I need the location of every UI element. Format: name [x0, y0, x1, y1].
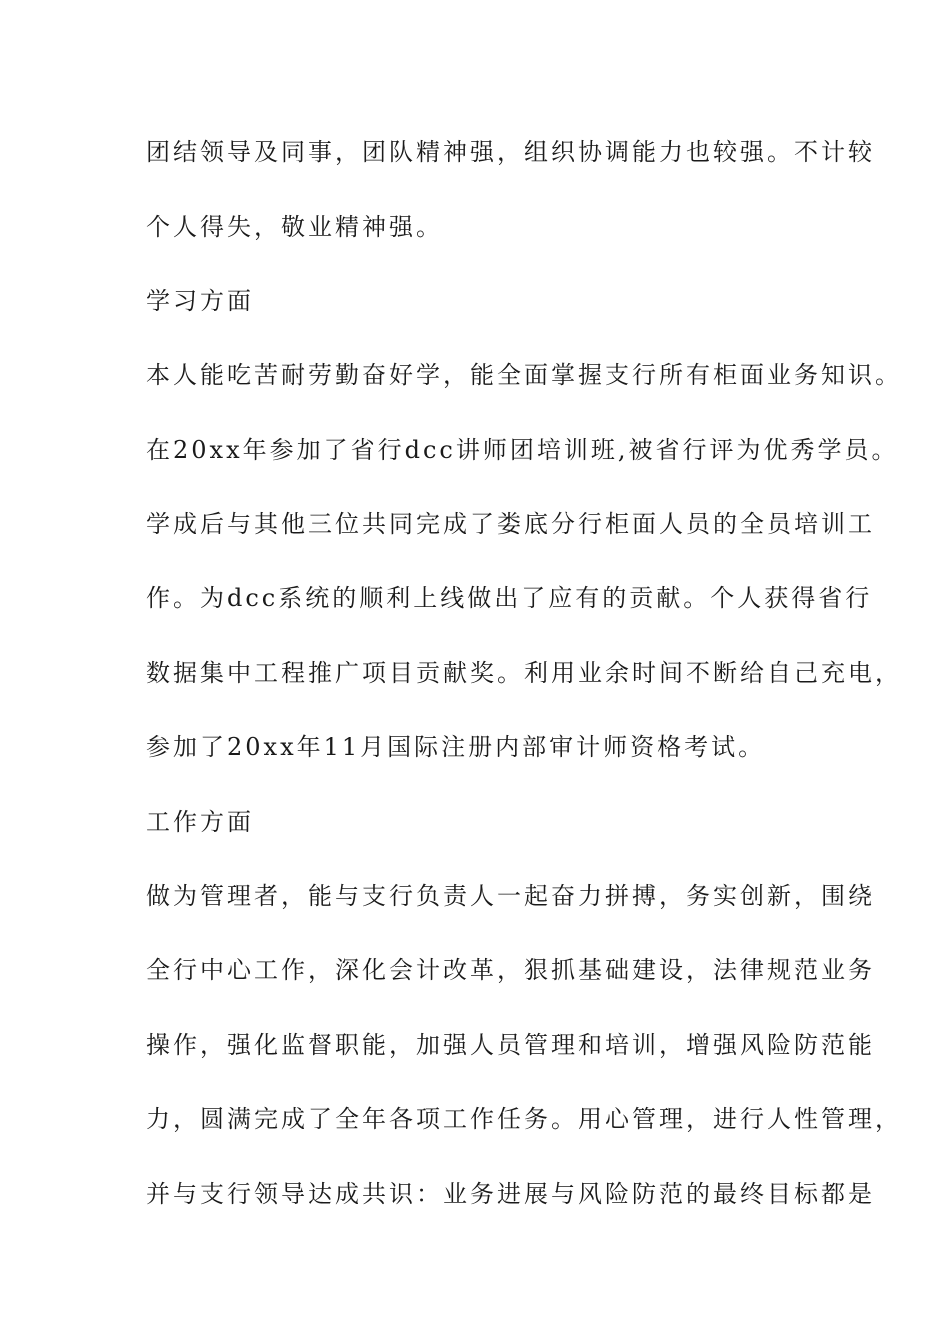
text-line: 个人得失，敬业精神强。	[146, 213, 443, 241]
text-line: 做为管理者，能与支行负责人一起奋力拼搏，务实创新，围绕	[146, 882, 875, 910]
text-line: 参加了20xx年11月国际注册内部审计师资格考试。	[146, 733, 766, 761]
text-line: 学成后与其他三位共同完成了娄底分行柜面人员的全员培训工	[146, 510, 875, 538]
text-line: 团结领导及同事，团队精神强，组织协调能力也较强。不计较	[146, 138, 875, 166]
text-line: 并与支行领导达成共识：业务进展与风险防范的最终目标都是	[146, 1180, 875, 1208]
section-heading-work: 工作方面	[146, 808, 254, 836]
section-heading-study: 学习方面	[146, 287, 254, 315]
text-line: 数据集中工程推广项目贡献奖。利用业余时间不断给自己充电，	[146, 659, 902, 687]
text-line: 在20xx年参加了省行dcc讲师团培训班,被省行评为优秀学员。	[146, 436, 899, 464]
text-line: 全行中心工作，深化会计改革，狠抓基础建设，法律规范业务	[146, 956, 875, 984]
text-line: 力，圆满完成了全年各项工作任务。用心管理，进行人性管理，	[146, 1105, 902, 1133]
text-line: 操作，强化监督职能，加强人员管理和培训，增强风险防范能	[146, 1031, 875, 1059]
text-line: 作。为dcc系统的顺利上线做出了应有的贡献。个人获得省行	[146, 584, 873, 612]
text-line: 本人能吃苦耐劳勤奋好学，能全面掌握支行所有柜面业务知识。	[146, 361, 902, 389]
